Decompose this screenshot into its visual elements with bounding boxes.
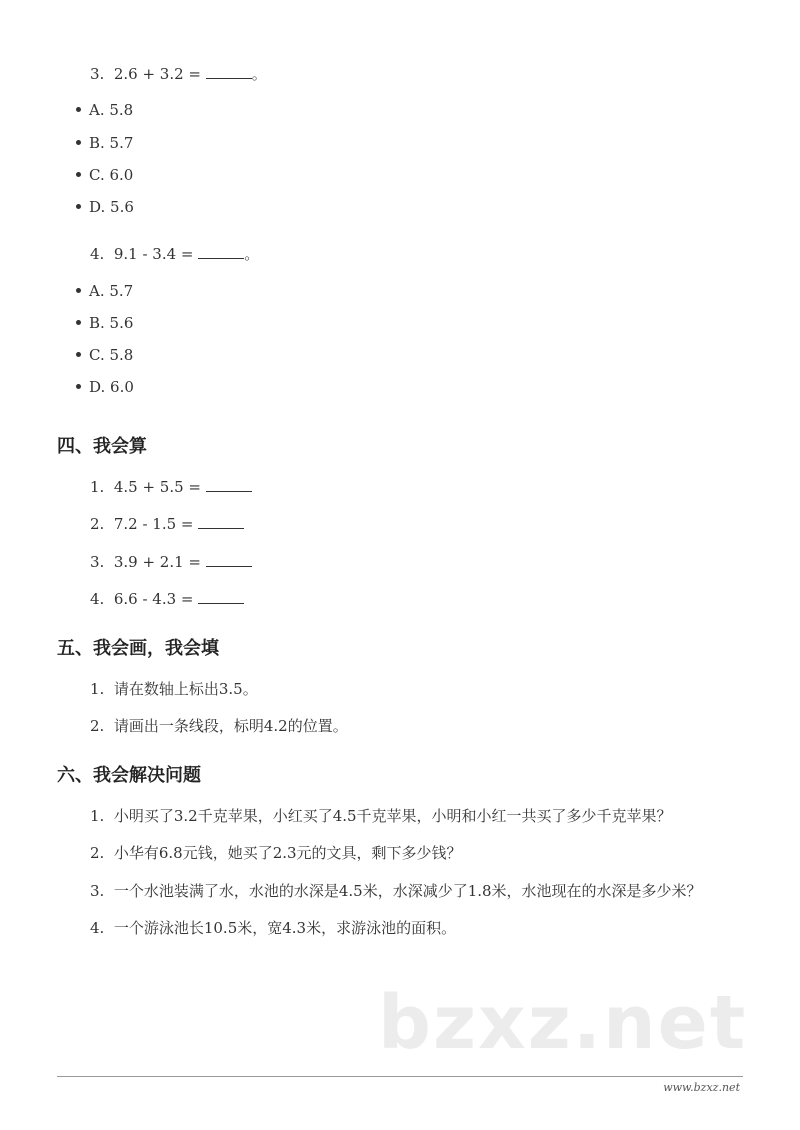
q4-option-b [76, 313, 133, 333]
answer-blank [198, 589, 244, 604]
section-6-item: 4. 一个游泳池长10.5米，宽4.3米，求游泳池的面积。 [90, 919, 457, 937]
section-4-item [90, 589, 244, 609]
question-4 [90, 244, 259, 264]
option-label: C. 6.0 [89, 166, 134, 184]
q3-option-d [76, 197, 134, 217]
q4-option-d [76, 377, 134, 397]
bullet-icon [76, 384, 81, 389]
section-5-item: 1. 请在数轴上标出3.5。 [90, 680, 258, 698]
option-label: D. 5.6 [89, 198, 134, 216]
item-text: 3. 3.9 + 2.1 = [90, 553, 206, 571]
bullet-icon [76, 204, 81, 209]
option-label: A. 5.8 [89, 101, 134, 119]
footer-url: www.bzxz.net [663, 1081, 740, 1094]
question-4-text: 4. 9.1 - 3.4 = [90, 245, 199, 263]
item-text: 2. 7.2 - 1.5 = [90, 515, 199, 533]
answer-blank [198, 514, 244, 529]
section-6-heading: 六、我会解决问题 [57, 765, 201, 786]
q3-option-b [76, 133, 133, 153]
question-4-tail: 。 [244, 245, 260, 263]
option-label: C. 5.8 [89, 346, 134, 364]
item-text: 1. 4.5 + 5.5 = [90, 478, 206, 496]
section-4-item [90, 514, 244, 534]
watermark: bzxz.net [378, 980, 748, 1066]
footer-divider [57, 1076, 743, 1077]
bullet-icon [76, 352, 81, 357]
section-6-item: 3. 一个水池装满了水，水池的水深是4.5米，水深减少了1.8米，水池现在的水深是多少米？ [90, 882, 702, 900]
option-label: A. 5.7 [89, 282, 134, 300]
option-label: B. 5.7 [89, 134, 134, 152]
bullet-icon [76, 140, 81, 145]
q3-option-c [76, 165, 133, 185]
q4-option-c [76, 345, 133, 365]
answer-blank [206, 552, 252, 567]
section-4-heading: 四、我会算 [57, 436, 147, 457]
question-3-text: 3. 2.6 + 3.2 = [90, 65, 206, 83]
section-4-item [90, 477, 252, 497]
option-label: D. 6.0 [89, 378, 134, 396]
answer-blank [198, 244, 244, 259]
question-3-tail: 。 [251, 65, 267, 83]
bullet-icon [76, 288, 81, 293]
question-3 [90, 64, 267, 84]
answer-blank [206, 64, 252, 79]
bullet-icon [76, 320, 81, 325]
item-text: 4. 6.6 - 4.3 = [90, 590, 199, 608]
option-label: B. 5.6 [89, 314, 134, 332]
bullet-icon [76, 107, 81, 112]
section-6-item: 2. 小华有6.8元钱，她买了2.3元的文具，剩下多少钱？ [90, 844, 462, 862]
q4-option-a [76, 281, 133, 301]
section-5-heading: 五、我会画，我会填 [57, 638, 219, 659]
section-4-item [90, 552, 252, 572]
bullet-icon [76, 172, 81, 177]
q3-option-a [76, 100, 133, 120]
answer-blank [206, 477, 252, 492]
section-5-item: 2. 请画出一条线段，标明4.2的位置。 [90, 717, 348, 735]
section-6-item: 1. 小明买了3.2千克苹果，小红买了4.5千克苹果，小明和小红一共买了多少千克苹果？ [90, 807, 672, 825]
